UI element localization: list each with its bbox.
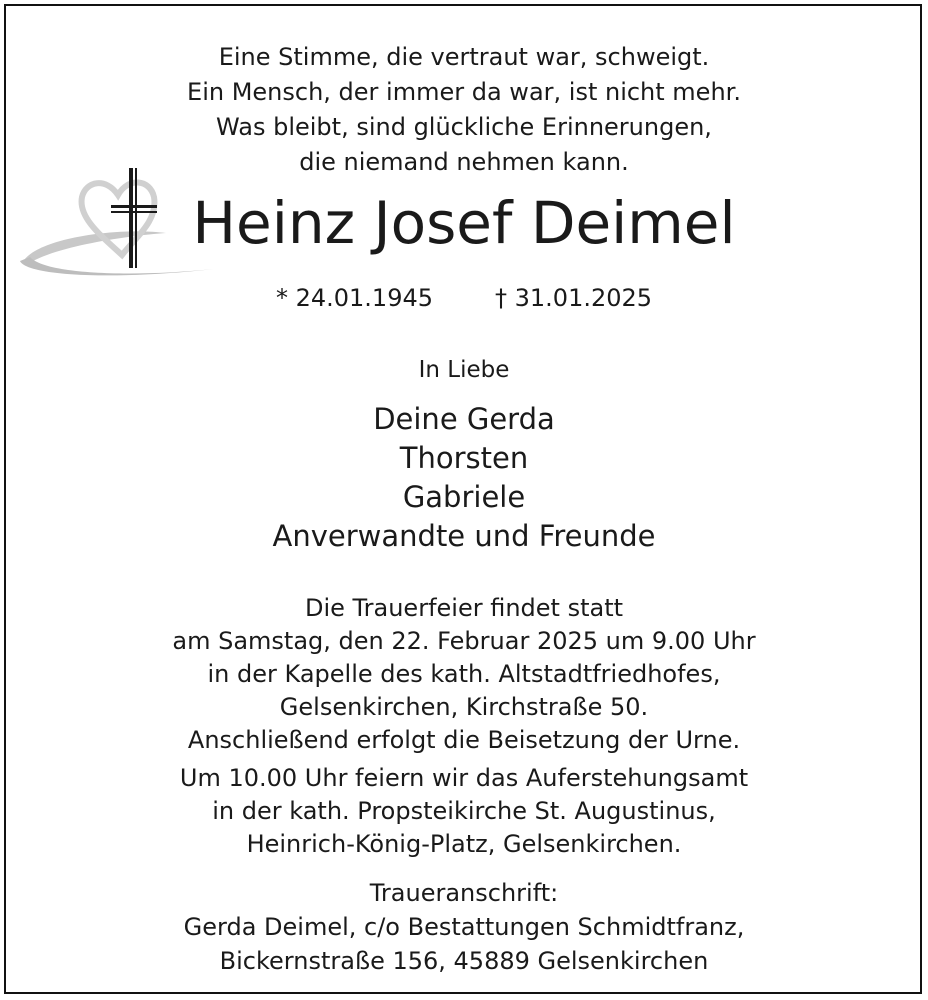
address-line: Bickernstraße 156, 45889 Gelsenkirchen (219, 947, 709, 975)
ceremony-info (0, 592, 928, 757)
poem-line: die niemand nehmen kann. (299, 148, 629, 176)
birth-date: * 24.01.1945 (275, 284, 433, 312)
address-line: Traueranschrift: (369, 879, 559, 907)
death-date: † 31.01.2025 (495, 284, 653, 312)
ceremony-line: Die Trauerfeier findet statt (304, 594, 624, 622)
mourner: Thorsten (399, 441, 529, 475)
mass-info (0, 762, 928, 861)
ceremony-line: am Samstag, den 22. Februar 2025 um 9.00 Uhr (172, 627, 756, 655)
address-line: Gerda Deimel, c/o Bestattungen Schmidtfranz, (183, 913, 745, 941)
mass-line: in der kath. Propsteikirche St. Augustinus, (212, 797, 716, 825)
ceremony-line: Anschließend erfolgt die Beisetzung der Urne. (187, 726, 741, 754)
poem-line: Eine Stimme, die vertraut war, schweigt. (218, 43, 710, 71)
mourner: Anverwandte und Freunde (272, 519, 656, 553)
mourning-address (0, 876, 928, 978)
mourner: Gabriele (402, 480, 526, 514)
deceased-name: Heinz Josef Deimel (192, 189, 736, 257)
in-love-label: In Liebe (418, 357, 510, 383)
poem-line: Ein Mensch, der immer da war, ist nicht mehr. (187, 78, 741, 106)
ceremony-line: Gelsenkirchen, Kirchstraße 50. (279, 693, 649, 721)
mass-line: Um 10.00 Uhr feiern wir das Auferstehungsamt (179, 764, 749, 792)
mass-line: Heinrich-König-Platz, Gelsenkirchen. (246, 830, 682, 858)
poem-line: Was bleibt, sind glückliche Erinnerungen, (216, 113, 712, 141)
mourners-list (0, 400, 928, 556)
poem (0, 40, 928, 180)
ceremony-line: in der Kapelle des kath. Altstadtfriedhofes, (207, 660, 721, 688)
life-dates (0, 281, 928, 315)
mourner: Deine Gerda (373, 402, 555, 436)
